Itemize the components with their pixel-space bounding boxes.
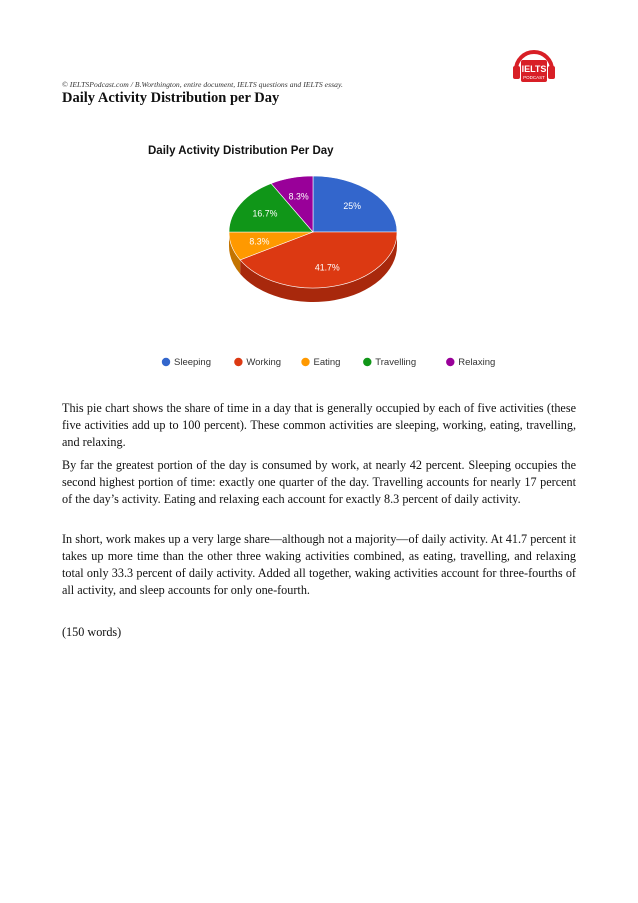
word-count: (150 words) (62, 625, 122, 639)
legend-marker-travelling (363, 358, 371, 366)
slice-label-relaxing: 8.3% (288, 191, 309, 202)
legend-label-relaxing: Relaxing (458, 357, 496, 368)
legend-marker-sleeping (162, 358, 170, 366)
svg-text:IELTS: IELTS (521, 64, 547, 74)
copyright-notice: © IELTSPodcast.com / B.Worthington, entire document, IELTS questions and IELTS essay. (62, 80, 343, 89)
legend-marker-working (234, 358, 242, 366)
pie-chart (140, 136, 496, 381)
legend-label-eating: Eating (313, 357, 341, 368)
ielts-podcast-logo (506, 44, 562, 88)
slice-label-eating: 8.3% (249, 236, 270, 247)
page-title: Daily Activity Distribution per Day (62, 90, 280, 106)
paragraph-1: This pie chart shows the share of time in a day that is generally occupied by each of five activities (these five activities add up to 100 percent). These common activities are sleeping, working, eating, travelling, and relaxing. (62, 401, 576, 449)
slice-label-working: 41.7% (314, 262, 340, 273)
chart-title: Daily Activity Distribution Per Day (148, 145, 334, 157)
legend-label-travelling: Travelling (375, 357, 417, 368)
legend-marker-relaxing (446, 358, 454, 366)
paragraph-2: By far the greatest portion of the day is consumed by work, at nearly 42 percent. Sleeping occupies the second highest portion of time: exactly one quarter of the day. Travelling accounts for nearly 17 percent of the day’s activity. Eating and relaxing each account for exactly 8.3 percent of daily activity. (62, 458, 576, 506)
legend-label-working: Working (246, 357, 282, 368)
slice-label-sleeping: 25% (343, 200, 362, 211)
svg-text:PODCAST: PODCAST (523, 75, 545, 80)
paragraph-3: In short, work makes up a very large share—although not a majority—of daily activity. At 41.7 percent it takes up more time than the other three waking activities combined, as eating, travelling, and relaxing total only 33.3 percent of daily activity. Added all together, waking activities account for three-fourths of all activity, and sleep accounts for only one-fourth. (62, 532, 576, 597)
legend-marker-eating (301, 358, 309, 366)
slice-label-travelling: 16.7% (252, 208, 278, 219)
legend-label-sleeping: Sleeping (174, 357, 211, 368)
